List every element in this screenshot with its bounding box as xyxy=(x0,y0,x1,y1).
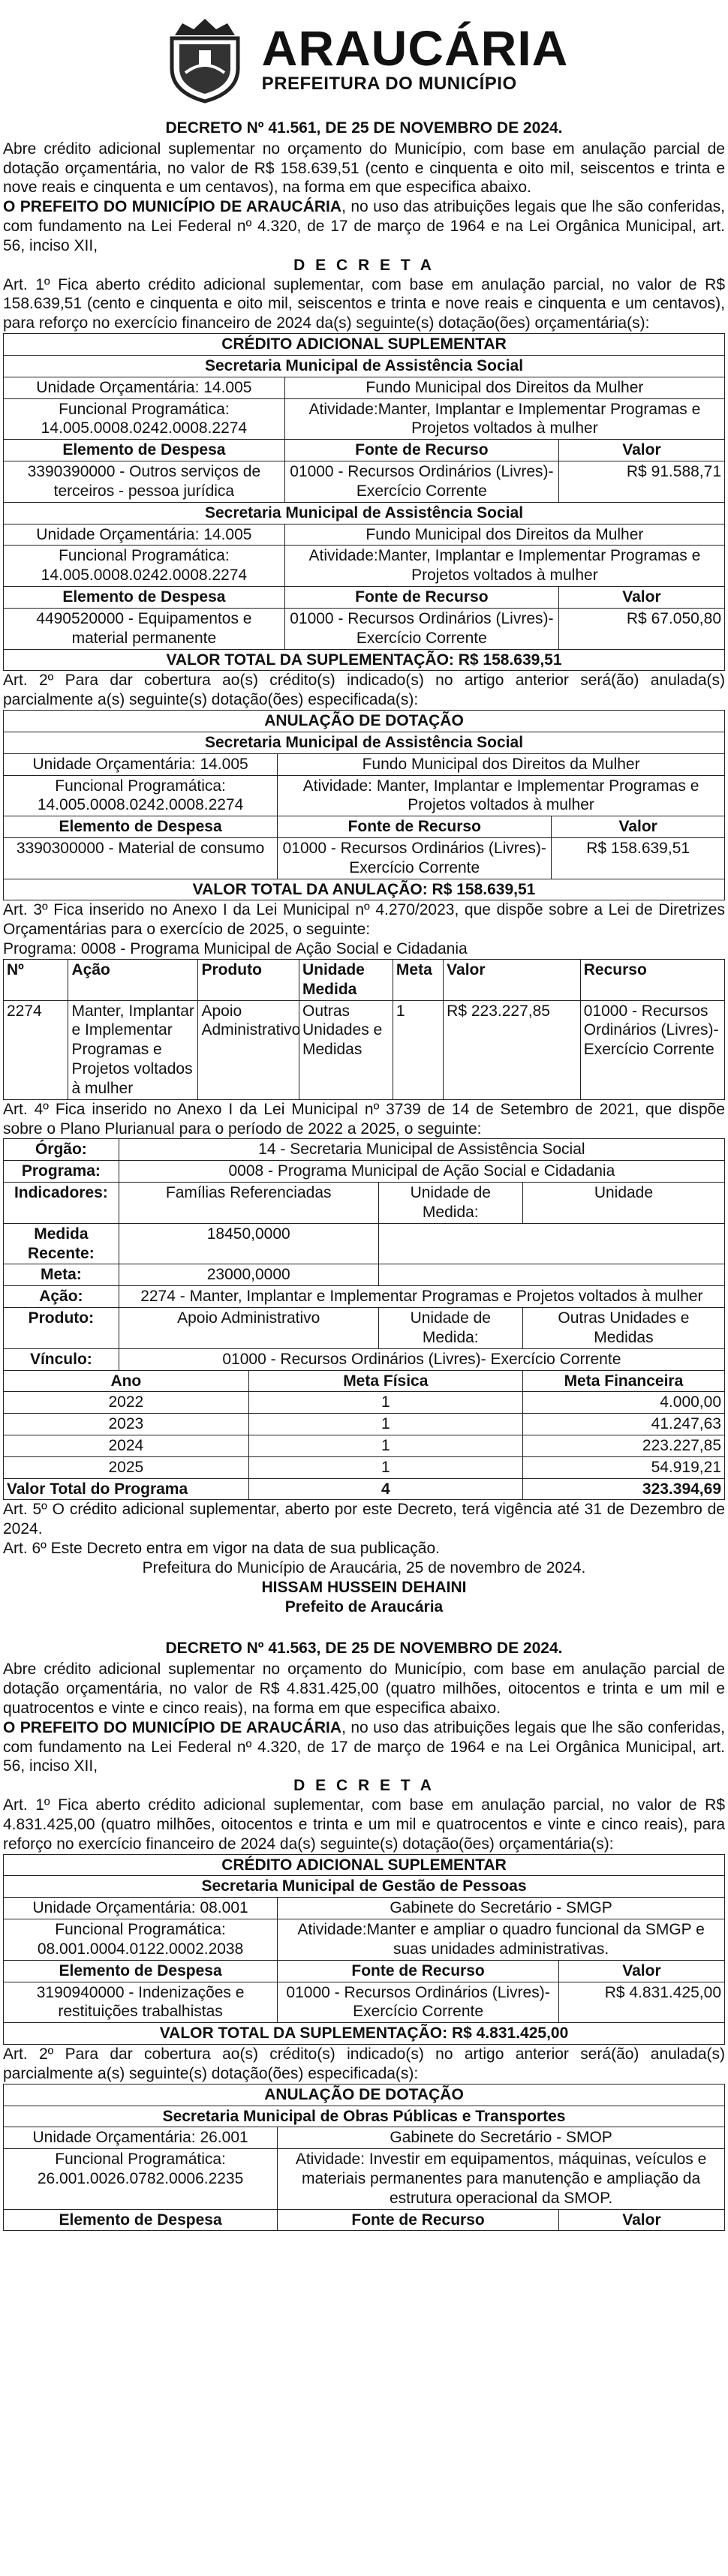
credit-table xyxy=(3,1854,725,2045)
signer-role: Prefeito de Araucária xyxy=(284,1598,444,1616)
unidade-desc: Fundo Municipal dos Direitos da Mulher xyxy=(284,377,724,398)
col-fonte: Fonte de Recurso xyxy=(278,1960,559,1982)
ldo-col-meta: Meta xyxy=(393,959,443,1000)
col-valor: Valor xyxy=(552,816,725,838)
meta-fisica: 1 xyxy=(248,1456,522,1478)
meta-fisica: 1 xyxy=(248,1414,522,1435)
ldo-col-numero: Nº xyxy=(4,959,68,1000)
decreta-heading: D E C R E T A xyxy=(293,1777,435,1795)
medida-label: Medida Recente: xyxy=(4,1223,119,1264)
indicadores: Famílias Referenciadas xyxy=(119,1183,378,1224)
ldo-unidade: Outras Unidades e Medidas xyxy=(299,1000,393,1099)
decree-ementa: Abre crédito adicional suplementar no orçamento do Município, com base em anulação parcial de dotação orçamentária, no valor de R$ 158.639,51 (cento e cinquenta e oito mil, seiscentos e trinta e nove reais e cinquenta e um centavos), na forma em que especifica abaixo. xyxy=(3,140,725,197)
table-row xyxy=(4,1414,725,1435)
atividade: Atividade: Investir em equipamentos, máquinas, veículos e materiais permanentes para manutenção e ampliação da estrutura operacional da SMOP. xyxy=(278,2149,725,2209)
valor: R$ 91.588,71 xyxy=(558,461,724,503)
municipal-seal-icon xyxy=(160,14,250,104)
meta-financeira: 41.247,63 xyxy=(522,1414,724,1435)
brand-name: ARAUCÁRIA xyxy=(261,20,569,77)
decree-41561 xyxy=(3,119,725,1616)
funcional: Funcional Programática: 08.001.0004.0122.0002.2038 xyxy=(4,1919,278,1961)
credit-total: VALOR TOTAL DA SUPLEMENTAÇÃO: R$ 158.639,51 xyxy=(4,649,725,671)
brand xyxy=(261,20,569,95)
ano: 2023 xyxy=(4,1414,249,1435)
credit-table xyxy=(3,333,725,671)
unidade-desc: Fundo Municipal dos Direitos da Mulher xyxy=(284,524,724,546)
annul-total: VALOR TOTAL DA ANULAÇÃO: R$ 158.639,51 xyxy=(4,879,725,900)
acao-label: Ação: xyxy=(4,1286,119,1308)
credit-total: VALOR TOTAL DA SUPLEMENTAÇÃO: R$ 4.831.425,00 xyxy=(4,2023,725,2045)
article-1: Art. 1º Fica aberto crédito adicional suplementar, com base em anulação parcial, no valor de R$ 4.831.425,00 (quatro milhões, oitocentos e trinta e um mil e quatrocentos e vinte e cinco reais), para reforço no exercício financeiro de 2024 da(s) seguinte(s) dotação(ões) orçamentária(s): xyxy=(3,1796,725,1853)
secretaria: Secretaria Municipal de Gestão de Pessoas xyxy=(4,1876,725,1898)
elemento: 3390390000 - Outros serviços de terceiros - pessoa jurídica xyxy=(4,461,285,503)
unidade-desc: Gabinete do Secretário - SMGP xyxy=(278,1898,725,1919)
annul-table xyxy=(3,2084,725,2232)
ldo-col-valor: Valor xyxy=(444,959,581,1000)
atividade: Atividade:Manter, Implantar e Implementar Programas e Projetos voltados à mulher xyxy=(284,546,724,587)
decree-preamble xyxy=(3,197,725,255)
ldo-valor: R$ 223.227,85 xyxy=(444,1000,581,1099)
table-row xyxy=(4,1435,725,1457)
funcional: Funcional Programática: 14.005.0008.0242.0008.2274 xyxy=(4,775,278,816)
article-2: Art. 2º Para dar cobertura ao(s) crédito(s) indicado(s) no artigo anterior será(ão) anulada(s) parcialmente a(s) seguinte(s) dotação(ões) especificada(s): xyxy=(3,2045,725,2082)
article-1: Art. 1º Fica aberto crédito adicional suplementar, com base em anulação parcial, no valor de R$ 158.639,51 (cento e cinquenta e oito mil, seiscentos e trinta e nove reais e cinquenta e um centavos), para reforço no exercício financeiro de 2024 da(s) seguinte(s) dotação(ões) orçamentária(s): xyxy=(3,275,725,332)
acao: 2274 - Manter, Implantar e Implementar Programas e Projetos voltados à mulher xyxy=(119,1286,724,1308)
col-elemento: Elemento de Despesa xyxy=(4,440,285,461)
ldo-meta: 1 xyxy=(393,1000,443,1099)
programa-line: Programa: 0008 - Programa Municipal de Ação Social e Cidadania xyxy=(3,940,468,958)
col-fonte: Fonte de Recurso xyxy=(284,440,558,461)
col-valor: Valor xyxy=(558,587,724,609)
indicadores-label: Indicadores: xyxy=(4,1183,119,1224)
article-3: Art. 3º Fica inserido no Anexo I da Lei Municipal nº 4.270/2023, que dispõe sobre a Lei de Diretrizes Orçamentárias para o exercício de 2025, o seguinte: xyxy=(3,901,725,939)
article-4: Art. 4º Fica inserido no Anexo I da Lei Municipal nº 3739 de 14 de Setembro de 2021, que dispõe sobre o Plano Plurianual para o período de 2022 a 2025, o seguinte: xyxy=(3,1100,725,1138)
decree-preamble xyxy=(3,1718,725,1776)
funcional: Funcional Programática: 14.005.0008.0242.0008.2274 xyxy=(4,546,285,587)
meta-financeira: 54.919,21 xyxy=(522,1456,724,1478)
ldo-recurso: 01000 - Recursos Ordinários (Livres)- Exercício Corrente xyxy=(580,1000,724,1099)
col-elemento: Elemento de Despesa xyxy=(4,587,285,609)
programa-label: Programa: xyxy=(4,1161,119,1183)
medida: 18450,0000 xyxy=(119,1223,378,1264)
secretaria: Secretaria Municipal de Assistência Social xyxy=(4,732,725,753)
ldo-numero: 2274 xyxy=(4,1000,68,1099)
produto-unidade-label: Unidade de Medida: xyxy=(378,1308,522,1349)
total-meta-fisica: 4 xyxy=(248,1478,522,1500)
produto-unidade: Outras Unidades e Medidas xyxy=(522,1308,724,1349)
ldo-col-recurso: Recurso xyxy=(580,959,724,1000)
col-valor: Valor xyxy=(558,1960,724,1982)
table-row xyxy=(4,1000,725,1099)
ano: 2025 xyxy=(4,1456,249,1478)
credit-header: CRÉDITO ADICIONAL SUPLEMENTAR xyxy=(4,334,725,356)
col-fonte: Fonte de Recurso xyxy=(284,587,558,609)
vinculo: 01000 - Recursos Ordinários (Livres)- Exercício Corrente xyxy=(119,1348,724,1370)
produto-label: Produto: xyxy=(4,1308,119,1349)
meta-financeira: 223.227,85 xyxy=(522,1435,724,1457)
unidade: Unidade Orçamentária: 08.001 xyxy=(4,1898,278,1919)
decree-title: DECRETO Nº 41.561, DE 25 DE NOVEMBRO DE 2024. xyxy=(165,119,563,137)
unidade: Unidade Orçamentária: 14.005 xyxy=(4,524,285,546)
brand-subtitle: PREFEITURA DO MUNICÍPIO xyxy=(261,74,517,95)
decree-title: DECRETO Nº 41.563, DE 25 DE NOVEMBRO DE 2024. xyxy=(165,1640,563,1658)
col-meta-financeira: Meta Financeira xyxy=(522,1370,724,1392)
elemento: 3390300000 - Material de consumo xyxy=(4,837,278,879)
col-fonte: Fonte de Recurso xyxy=(278,816,552,838)
elemento: 3190940000 - Indenizações e restituições trabalhistas xyxy=(4,1982,278,2023)
fonte: 01000 - Recursos Ordinários (Livres)- Exercício Corrente xyxy=(284,461,558,503)
col-fonte: Fonte de Recurso xyxy=(278,2209,559,2231)
ldo-col-unidade: Unidade Medida xyxy=(299,959,393,1000)
unidade-desc: Fundo Municipal dos Direitos da Mulher xyxy=(278,753,725,775)
programa: 0008 - Programa Municipal de Ação Social e Cidadania xyxy=(119,1161,724,1183)
atividade: Atividade: Manter, Implantar e Implementar Programas e Projetos voltados à mulher xyxy=(278,775,725,816)
col-elemento: Elemento de Despesa xyxy=(4,2209,278,2231)
funcional: Funcional Programática: 26.001.0026.0782.0006.2235 xyxy=(4,2149,278,2209)
preamble-text: , no uso das atribuições legais que lhe são conferidas, com fundamento na Lei Federal nº 4.320, de 17 de março de 1964 e na Lei Orgânica Municipal, art. 56, inciso XII, xyxy=(3,1718,725,1775)
orgao-label: Órgão: xyxy=(4,1139,119,1161)
total-label: Valor Total do Programa xyxy=(4,1478,249,1500)
secretaria: Secretaria Municipal de Assistência Social xyxy=(4,355,725,377)
fonte: 01000 - Recursos Ordinários (Livres)- Exercício Corrente xyxy=(278,1982,559,2023)
table-row xyxy=(4,1456,725,1478)
col-valor: Valor xyxy=(558,440,724,461)
place-date: Prefeitura do Município de Araucária, 25 de novembro de 2024. xyxy=(142,1559,586,1577)
col-elemento: Elemento de Despesa xyxy=(4,816,278,838)
funcional: Funcional Programática: 14.005.0008.0242.0008.2274 xyxy=(4,398,285,440)
valor: R$ 158.639,51 xyxy=(552,837,725,879)
meta-fisica: 1 xyxy=(248,1392,522,1414)
meta: 23000,0000 xyxy=(119,1264,378,1286)
unidade-medida-label: Unidade de Medida: xyxy=(378,1183,522,1224)
ldo-col-produto: Produto xyxy=(198,959,299,1000)
unidade: Unidade Orçamentária: 26.001 xyxy=(4,2127,278,2149)
orgao: 14 - Secretaria Municipal de Assistência Social xyxy=(119,1139,724,1161)
secretaria: Secretaria Municipal de Obras Públicas e Transportes xyxy=(4,2106,725,2127)
preamble-mayor: O PREFEITO DO MUNICÍPIO DE ARAUCÁRIA xyxy=(3,1718,342,1736)
credit-header: CRÉDITO ADICIONAL SUPLEMENTAR xyxy=(4,1854,725,1876)
meta-fisica: 1 xyxy=(248,1435,522,1457)
article-5: Art. 5º O crédito adicional suplementar, aberto por este Decreto, terá vigência até 31 de Dezembro de 2024. xyxy=(3,1501,725,1538)
decreta-heading: D E C R E T A xyxy=(293,256,435,274)
secretaria: Secretaria Municipal de Assistência Social xyxy=(4,502,725,524)
article-6: Art. 6º Este Decreto entra em vigor na data de sua publicação. xyxy=(3,1540,440,1558)
col-ano: Ano xyxy=(4,1370,249,1392)
ldo-produto: Apoio Administrativo xyxy=(198,1000,299,1099)
annul-header: ANULAÇÃO DE DOTAÇÃO xyxy=(4,2084,725,2106)
fonte: 01000 - Recursos Ordinários (Livres)- Exercício Corrente xyxy=(278,837,552,879)
meta-financeira: 4.000,00 xyxy=(522,1392,724,1414)
ppa-table xyxy=(3,1138,725,1500)
preamble-mayor: O PREFEITO DO MUNICÍPIO DE ARAUCÁRIA xyxy=(3,198,342,216)
unidade-medida: Unidade xyxy=(522,1183,724,1224)
col-elemento: Elemento de Despesa xyxy=(4,1960,278,1982)
col-meta-fisica: Meta Física xyxy=(248,1370,522,1392)
unidade: Unidade Orçamentária: 14.005 xyxy=(4,753,278,775)
masthead xyxy=(3,3,725,116)
preamble-text: , no uso das atribuições legais que lhe são conferidas, com fundamento na Lei Federal nº 4.320, de 17 de março de 1964 e na Lei Orgânica Municipal, art. 56, inciso XII, xyxy=(3,198,725,254)
fonte: 01000 - Recursos Ordinários (Livres)- Exercício Corrente xyxy=(284,608,558,649)
annul-table xyxy=(3,710,725,900)
atividade: Atividade:Manter e ampliar o quadro funcional da SMGP e suas unidades administrativas. xyxy=(278,1919,725,1961)
ldo-table xyxy=(3,959,725,1100)
decree-41563 xyxy=(3,1639,725,2231)
annul-header: ANULAÇÃO DE DOTAÇÃO xyxy=(4,711,725,732)
elemento: 4490520000 - Equipamentos e material permanente xyxy=(4,608,285,649)
vinculo-label: Vínculo: xyxy=(4,1348,119,1370)
table-row xyxy=(4,1392,725,1414)
valor: R$ 67.050,80 xyxy=(558,608,724,649)
decree-ementa: Abre crédito adicional suplementar no orçamento do Município, com base em anulação parcial de dotação orçamentária, no valor de R$ 4.831.425,00 (quatro milhões, oitocentos e trinta e um mil e quatrocentos e vinte e cinco reais), na forma em que especifica abaixo. xyxy=(3,1661,725,1717)
total-meta-financeira: 323.394,69 xyxy=(522,1478,724,1500)
ldo-acao: Manter, Implantar e Implementar Programas e Projetos voltados à mulher xyxy=(68,1000,198,1099)
article-2: Art. 2º Para dar cobertura ao(s) crédito(s) indicado(s) no artigo anterior será(ão) anulada(s) parcialmente a(s) seguinte(s) dotação(ões) especificada(s): xyxy=(3,672,725,709)
ldo-col-acao: Ação xyxy=(68,959,198,1000)
unidade-desc: Gabinete do Secretário - SMOP xyxy=(278,2127,725,2149)
valor: R$ 4.831.425,00 xyxy=(558,1982,724,2023)
unidade: Unidade Orçamentária: 14.005 xyxy=(4,377,285,398)
ano: 2024 xyxy=(4,1435,249,1457)
atividade: Atividade:Manter, Implantar e Implementar Programas e Projetos voltados à mulher xyxy=(284,398,724,440)
produto: Apoio Administrativo xyxy=(119,1308,378,1349)
signer-name: HISSAM HUSSEIN DEHAINI xyxy=(261,1578,467,1596)
meta-label: Meta: xyxy=(4,1264,119,1286)
col-valor: Valor xyxy=(558,2209,724,2231)
ano: 2022 xyxy=(4,1392,249,1414)
